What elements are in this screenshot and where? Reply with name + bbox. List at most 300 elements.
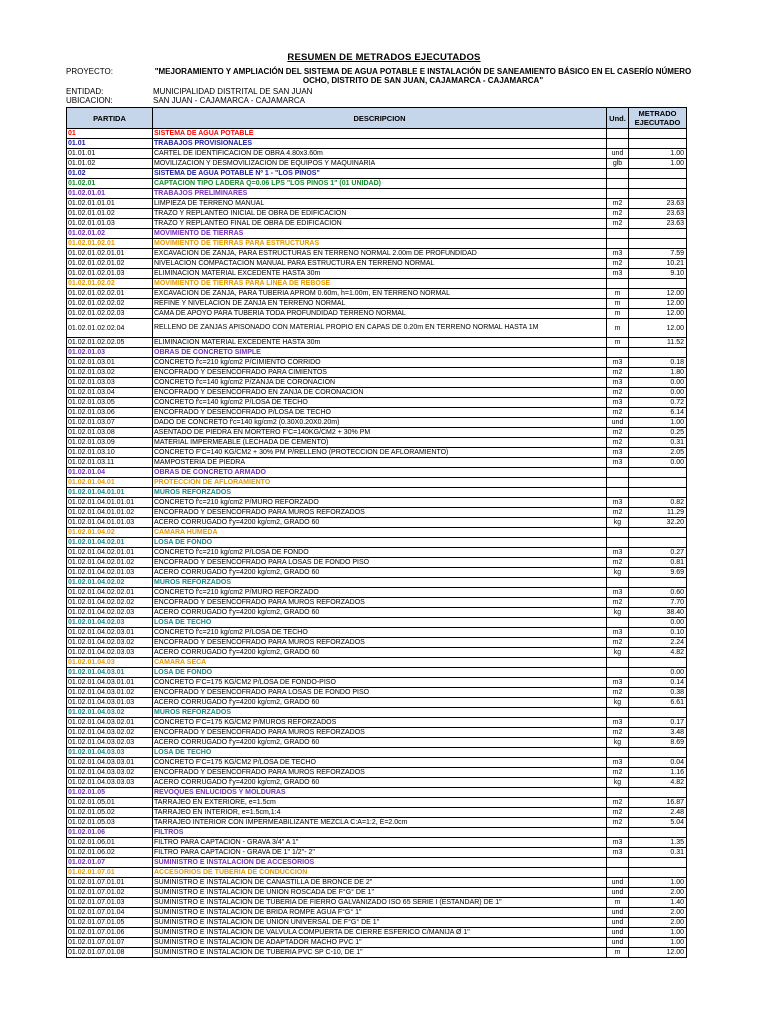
unit-cell: m3 (607, 448, 629, 458)
table-row (67, 608, 687, 618)
descripcion-cell: REVOQUES ENLUCIDOS Y MOLDURAS (153, 788, 607, 798)
partida-cell: 01.02.01.03 (67, 348, 153, 358)
unit-cell: m3 (607, 588, 629, 598)
metrado-cell: 0.00 (629, 378, 687, 388)
partida-cell: 01.02.01.04.02.03.03 (67, 648, 153, 658)
table-row (67, 648, 687, 658)
unit-cell: m2 (607, 408, 629, 418)
descripcion-cell: TARRAJEO EN INTERIOR, e=1.5cm,1:4 (153, 808, 607, 818)
unit-cell: m3 (607, 628, 629, 638)
unit-cell: m3 (607, 378, 629, 388)
partida-cell: 01.02.01.07.01 (67, 868, 153, 878)
descripcion-cell: ACERO CORRUGADO f'y=4200 kg/cm2, GRADO 60 (153, 648, 607, 658)
project-label: PROYECTO: (66, 67, 113, 76)
section-row (67, 578, 687, 588)
table-row (67, 588, 687, 598)
metrado-cell (629, 708, 687, 718)
descripcion-cell: CAMA DE APOYO PARA TUBERIA TODA PROFUNDIDAD TERRENO NORMAL (153, 309, 607, 319)
partida-cell: 01.02.01.04 (67, 468, 153, 478)
unit-cell: m3 (607, 548, 629, 558)
unit-cell: m2 (607, 209, 629, 219)
partida-cell: 01.02.01.04.01.01.02 (67, 508, 153, 518)
descripcion-cell: ENCOFRADO Y DESENCOFRADO PARA CIMIENTOS (153, 368, 607, 378)
unit-cell: m3 (607, 458, 629, 468)
metrado-cell: 4.82 (629, 648, 687, 658)
metrado-cell (629, 538, 687, 548)
partida-cell: 01.02.01.04.01.01.01 (67, 498, 153, 508)
partida-cell: 01.02.01.03.09 (67, 438, 153, 448)
partida-cell: 01.02.01.04.03.01.01 (67, 678, 153, 688)
metrado-cell: 12.00 (629, 319, 687, 338)
partida-cell: 01.02.01.04.02.01.03 (67, 568, 153, 578)
partida-cell: 01.02.01.06.01 (67, 838, 153, 848)
partida-cell: 01.02.01.03.08 (67, 428, 153, 438)
partida-cell: 01.02.01.07.01.03 (67, 898, 153, 908)
metrado-cell: 0.17 (629, 718, 687, 728)
partida-cell: 01.02.01.04.02 (67, 528, 153, 538)
partida-cell: 01.02.01.04.03.02 (67, 708, 153, 718)
unit-cell: kg (607, 648, 629, 658)
metrado-cell: 2.00 (629, 918, 687, 928)
table-row (67, 319, 687, 338)
unit-cell: m (607, 898, 629, 908)
metrado-cell: 1.00 (629, 159, 687, 169)
project-value: "MEJORAMIENTO Y AMPLIACIÓN DEL SISTEMA DE AGUA POTABLE E INSTALACIÓN DE SANEAMIENTO BÁSICO EN EL CASERÍO NÚMERO OCHO, DISTRITO DE SAN JUAN, CAJAMARCA - CAJAMARCA" (154, 67, 692, 85)
metrado-cell: 2.05 (629, 448, 687, 458)
table-body (67, 129, 687, 958)
partida-cell: 01.02.01.04.02.03.01 (67, 628, 153, 638)
descripcion-cell: CONCRETO f'c=140 kg/cm2 P/ZANJA DE CORONACION (153, 378, 607, 388)
table-row (67, 249, 687, 259)
descripcion-cell: MOVIMIENTO DE TIERRAS PARA LINEA DE REBOSE (153, 279, 607, 289)
descripcion-cell: CARTEL DE IDENTIFICACION DE OBRA 4.80x3.60m (153, 149, 607, 159)
descripcion-cell: EXCAVACION DE ZANJA, PARA ESTRUCTURAS EN TERRENO NORMAL 2.00m DE PROFUNDIDAD (153, 249, 607, 259)
unit-cell (607, 828, 629, 838)
descripcion-cell: CONCRETO f'c=210 kg/cm2 P/MURO REFORZADO (153, 588, 607, 598)
partida-cell: 01.02.01.02.02 (67, 279, 153, 289)
section-row (67, 538, 687, 548)
metrado-cell (629, 658, 687, 668)
table-header-row (67, 108, 687, 129)
section-row (67, 169, 687, 179)
partida-cell: 01.02.01.03.06 (67, 408, 153, 418)
partida-cell: 01.02.01.04.02.03.02 (67, 638, 153, 648)
metrado-cell (629, 578, 687, 588)
unit-cell (607, 618, 629, 628)
partida-cell: 01 (67, 129, 153, 139)
unit-cell (607, 279, 629, 289)
unit-cell: und (607, 918, 629, 928)
descripcion-cell: CAPTACION TIPO LADERA Q=0.06 LPS "LOS PINOS 1" (01 UNIDAD) (153, 179, 607, 189)
metrado-cell: 0.27 (629, 548, 687, 558)
table-row (67, 498, 687, 508)
unit-cell: m2 (607, 219, 629, 229)
table-row (67, 448, 687, 458)
table-row (67, 269, 687, 279)
table-row (67, 688, 687, 698)
descripcion-cell: CONCRETO F'C=140 KG/CM2 + 30% PM P/RELLENO (PROTECCION DE AFLORAMIENTO) (153, 448, 607, 458)
metrado-cell: 1.40 (629, 898, 687, 908)
unit-cell (607, 348, 629, 358)
table-row (67, 299, 687, 309)
partida-cell: 01.02.01.02.02.02 (67, 299, 153, 309)
metrados-table-wrapper (66, 107, 686, 958)
metrado-cell: 6.61 (629, 698, 687, 708)
partida-cell: 01.02.01.07.01.01 (67, 878, 153, 888)
partida-cell: 01.02.01.02.02.03 (67, 309, 153, 319)
metrado-cell: 0.72 (629, 398, 687, 408)
partida-cell: 01.02.01 (67, 179, 153, 189)
metrado-cell: 0.38 (629, 688, 687, 698)
table-row (67, 219, 687, 229)
metrado-cell: 12.00 (629, 309, 687, 319)
partida-cell: 01.01.02 (67, 159, 153, 169)
unit-cell (607, 708, 629, 718)
metrado-cell (629, 239, 687, 249)
descripcion-cell: SUMINISTRO E INSTALACION DE ADAPTADOR MACHO PVC 1" (153, 938, 607, 948)
metrado-cell: 6.14 (629, 408, 687, 418)
table-row (67, 758, 687, 768)
table-row (67, 898, 687, 908)
table-row (67, 938, 687, 948)
partida-cell: 01.02.01.04.03.02.03 (67, 738, 153, 748)
table-row (67, 428, 687, 438)
descripcion-cell: SUMINISTRO E INSTALACION DE ACCESORIOS (153, 858, 607, 868)
descripcion-cell: TRABAJOS PROVISIONALES (153, 139, 607, 149)
metrado-cell (629, 229, 687, 239)
unit-cell: m3 (607, 838, 629, 848)
unit-cell: m2 (607, 818, 629, 828)
unit-cell: und (607, 878, 629, 888)
metrado-cell: 12.00 (629, 948, 687, 958)
descripcion-cell: TARRAJEO INTERIOR CON IMPERMEABILIZANTE MEZCLA C:A=1:2, E=2.0cm (153, 818, 607, 828)
unit-cell: m3 (607, 758, 629, 768)
partida-cell: 01.02.01.01.03 (67, 219, 153, 229)
metrado-cell: 32.20 (629, 518, 687, 528)
partida-cell: 01.02.01.04.02.02.03 (67, 608, 153, 618)
metrado-cell: 1.80 (629, 368, 687, 378)
partida-cell: 01.02.01.02.02.01 (67, 289, 153, 299)
unit-cell: m2 (607, 598, 629, 608)
table-row (67, 518, 687, 528)
unit-cell (607, 139, 629, 149)
partida-cell: 01.02.01.04.02.01 (67, 538, 153, 548)
table-row (67, 948, 687, 958)
partida-cell: 01.01 (67, 139, 153, 149)
descripcion-cell: ACERO CORRUGADO f'y=4200 kg/cm2, GRADO 60 (153, 698, 607, 708)
descripcion-cell: OBRAS DE CONCRETO ARMADO (153, 468, 607, 478)
unit-cell: m2 (607, 259, 629, 269)
unit-cell: m3 (607, 718, 629, 728)
descripcion-cell: REFINE Y NIVELACION DE ZANJA EN TERRENO NORMAL (153, 299, 607, 309)
descripcion-cell: ELIMINACION MATERIAL EXCEDENTE HASTA 30m (153, 338, 607, 348)
entidad-value: MUNICIPALIDAD DISTRITAL DE SAN JUAN (153, 87, 313, 96)
unit-cell (607, 788, 629, 798)
partida-cell: 01.02.01.04.03.03.01 (67, 758, 153, 768)
descripcion-cell: CONCRETO f'c=210 kg/cm2 P/CIMIENTO CORRIDO (153, 358, 607, 368)
unit-cell (607, 538, 629, 548)
unit-cell: m2 (607, 728, 629, 738)
partida-cell: 01.02 (67, 169, 153, 179)
unit-cell: m3 (607, 848, 629, 858)
unit-cell: m (607, 319, 629, 338)
unit-cell (607, 578, 629, 588)
unit-cell (607, 858, 629, 868)
section-row (67, 478, 687, 488)
unit-cell: m2 (607, 688, 629, 698)
table-row (67, 458, 687, 468)
partida-cell: 01.02.01.04.02.03 (67, 618, 153, 628)
descripcion-cell: MOVIMIENTO DE TIERRAS PARA ESTRUCTURAS (153, 239, 607, 249)
unit-cell: und (607, 149, 629, 159)
partida-cell: 01.02.01.05.01 (67, 798, 153, 808)
metrado-cell (629, 488, 687, 498)
metrado-cell: 0.14 (629, 678, 687, 688)
metrado-cell: 4.82 (629, 778, 687, 788)
unit-cell: m (607, 299, 629, 309)
unit-cell: m2 (607, 368, 629, 378)
partida-cell: 01.02.01.03.05 (67, 398, 153, 408)
section-row (67, 658, 687, 668)
section-row (67, 279, 687, 289)
partida-cell: 01.02.01.04.02.02.01 (67, 588, 153, 598)
unit-cell: kg (607, 568, 629, 578)
descripcion-cell: MOVIMIENTO DE TIERRAS (153, 229, 607, 239)
table-row (67, 718, 687, 728)
table-row (67, 778, 687, 788)
unit-cell: kg (607, 738, 629, 748)
unit-cell: m (607, 338, 629, 348)
metrado-cell: 0.04 (629, 758, 687, 768)
partida-cell: 01.02.01.07.01.06 (67, 928, 153, 938)
partida-cell: 01.02.01.04.03.01.03 (67, 698, 153, 708)
partida-cell: 01.02.01.03.10 (67, 448, 153, 458)
partida-cell: 01.02.01.04.03.01.02 (67, 688, 153, 698)
partida-cell: 01.02.01.07.01.02 (67, 888, 153, 898)
metrado-cell: 23.63 (629, 219, 687, 229)
unit-cell (607, 169, 629, 179)
metrado-cell: 1.35 (629, 838, 687, 848)
descripcion-cell: PROTECCION DE AFLORAMIENTO (153, 478, 607, 488)
descripcion-cell: TRAZO Y REPLANTEO FINAL DE OBRA DE EDIFICACION (153, 219, 607, 229)
metrado-cell: 3.48 (629, 728, 687, 738)
descripcion-cell: SISTEMA DE AGUA POTABLE (153, 129, 607, 139)
unit-cell: m2 (607, 428, 629, 438)
descripcion-cell: TRAZO Y REPLANTEO INICIAL DE OBRA DE EDIFICACION (153, 209, 607, 219)
metrado-cell (629, 189, 687, 199)
table-row (67, 628, 687, 638)
partida-cell: 01.02.01.02.01.03 (67, 269, 153, 279)
document-title: RESUMEN DE METRADOS EJECUTADOS (287, 52, 481, 63)
partida-cell: 01.02.01.02.01.02 (67, 259, 153, 269)
unit-cell: m2 (607, 768, 629, 778)
descripcion-cell: SUMINISTRO E INSTALACION DE VALVULA COMPUERTA DE CIERRE ESFERICO C/MANIJA Ø 1" (153, 928, 607, 938)
descripcion-cell: LOSA DE TECHO (153, 618, 607, 628)
metrado-cell: 2.00 (629, 888, 687, 898)
descripcion-cell: CONCRETO f'c=210 kg/cm2 P/MURO REFORZADO (153, 498, 607, 508)
partida-cell: 01.02.01.04.02.01.02 (67, 558, 153, 568)
unit-cell: m2 (607, 798, 629, 808)
table-row (67, 848, 687, 858)
unit-cell: m3 (607, 678, 629, 688)
metrado-cell: 0.18 (629, 358, 687, 368)
unit-cell (607, 528, 629, 538)
metrado-cell (629, 468, 687, 478)
partida-cell: 01.02.01.04.03.03 (67, 748, 153, 758)
metrado-cell: 1.00 (629, 878, 687, 888)
table-row (67, 259, 687, 269)
unit-cell (607, 129, 629, 139)
metrado-cell: 0.25 (629, 428, 687, 438)
metrado-cell: 1.00 (629, 938, 687, 948)
unit-cell: und (607, 938, 629, 948)
partida-cell: 01.02.01.04.02.02.02 (67, 598, 153, 608)
unit-cell (607, 748, 629, 758)
table-row (67, 338, 687, 348)
partida-cell: 01.02.01.03.03 (67, 378, 153, 388)
metrado-cell: 2.24 (629, 638, 687, 648)
unit-cell: m (607, 948, 629, 958)
unit-cell: m (607, 309, 629, 319)
unit-cell: m3 (607, 398, 629, 408)
metrado-cell: 10.21 (629, 259, 687, 269)
metrado-cell: 0.31 (629, 438, 687, 448)
descripcion-cell: SUMINISTRO E INSTALACION DE UNION UNIVERSAL DE F°G° DE 1" (153, 918, 607, 928)
partida-cell: 01.02.01.06 (67, 828, 153, 838)
metrado-cell: 2.00 (629, 908, 687, 918)
section-row (67, 468, 687, 478)
section-row (67, 229, 687, 239)
metrado-cell: 7.59 (629, 249, 687, 259)
table-row (67, 678, 687, 688)
table-row (67, 568, 687, 578)
metrado-cell: 12.00 (629, 299, 687, 309)
table-row (67, 888, 687, 898)
table-row (67, 638, 687, 648)
descripcion-cell: FILTRO PARA CAPTACION - GRAVA DE 1" 1/2"- 2" (153, 848, 607, 858)
table-row (67, 358, 687, 368)
unit-cell (607, 239, 629, 249)
table-row (67, 818, 687, 828)
descripcion-cell: CONCRETO F'C=175 KG/CM2 P/MUROS REFORZADOS (153, 718, 607, 728)
descripcion-cell: CONCRETO F'C=175 KG/CM2 P/LOSA DE FONDO-PISO (153, 678, 607, 688)
unit-cell: und (607, 418, 629, 428)
descripcion-cell: CAMARA SECA (153, 658, 607, 668)
partida-cell: 01.02.01.03.07 (67, 418, 153, 428)
table-row (67, 289, 687, 299)
section-row (67, 858, 687, 868)
unit-cell: und (607, 928, 629, 938)
table-row (67, 398, 687, 408)
unit-cell: und (607, 908, 629, 918)
metrado-cell: 11.52 (629, 338, 687, 348)
descripcion-cell: ENCOFRADO Y DESENCOFRADO PARA MUROS REFORZADOS (153, 598, 607, 608)
descripcion-cell: SUMINISTRO E INSTALACION DE TUBERIA PVC SP C-10, DE 1" (153, 948, 607, 958)
partida-cell: 01.02.01.03.01 (67, 358, 153, 368)
unit-cell: m3 (607, 498, 629, 508)
unit-cell: und (607, 888, 629, 898)
descripcion-cell: ASENTADO DE PIEDRA EN MORTERO F'C=140KG/CM2 + 30% PM (153, 428, 607, 438)
metrado-cell: 5.04 (629, 818, 687, 828)
metrado-cell: 38.40 (629, 608, 687, 618)
metrado-cell: 12.00 (629, 289, 687, 299)
table-row (67, 878, 687, 888)
unit-cell: m2 (607, 808, 629, 818)
partida-cell: 01.02.01.02.02.04 (67, 319, 153, 338)
section-row (67, 239, 687, 249)
partida-cell: 01.02.01.02.01 (67, 239, 153, 249)
unit-cell (607, 488, 629, 498)
partida-cell: 01.02.01.04.02.01.01 (67, 548, 153, 558)
metrado-cell: 1.16 (629, 768, 687, 778)
descripcion-cell: CAMARA HUMEDA (153, 528, 607, 538)
descripcion-cell: ACCESORIOS DE TUBERIA DE CONDUCCION (153, 868, 607, 878)
unit-cell: glb (607, 159, 629, 169)
partida-cell: 01.02.01.04.01.01.03 (67, 518, 153, 528)
table-row (67, 728, 687, 738)
partida-cell: 01.02.01.02.01.01 (67, 249, 153, 259)
header-metrado: METRADO EJECUTADO (629, 108, 687, 129)
table-row (67, 698, 687, 708)
partida-cell: 01.02.01.04.03 (67, 658, 153, 668)
table-row (67, 928, 687, 938)
section-row (67, 139, 687, 149)
partida-cell: 01.02.01.02 (67, 229, 153, 239)
descripcion-cell: ACERO CORRUGADO f'y=4200 kg/cm2, GRADO 60 (153, 568, 607, 578)
descripcion-cell: ENCOFRADO Y DESENCOFRADO PARA MUROS REFORZADOS (153, 768, 607, 778)
unit-cell (607, 179, 629, 189)
metrado-cell (629, 788, 687, 798)
section-row (67, 868, 687, 878)
partida-cell: 01.02.01.05.02 (67, 808, 153, 818)
descripcion-cell: SUMINISTRO E INSTALACION DE TUBERIA DE FIERRO GALVANIZADO ISO 65 SERIE I (ESTANDAR) DE 1" (153, 898, 607, 908)
metrado-cell (629, 868, 687, 878)
descripcion-cell: ENCOFRADO Y DESENCOFRADO P/LOSA DE TECHO (153, 408, 607, 418)
unit-cell: m3 (607, 358, 629, 368)
descripcion-cell: MATERIAL IMPERMEABLE (LECHADA DE CEMENTO) (153, 438, 607, 448)
metrado-cell: 23.63 (629, 209, 687, 219)
unit-cell: m2 (607, 638, 629, 648)
unit-cell (607, 868, 629, 878)
section-row (67, 708, 687, 718)
partida-cell: 01.02.01.04.01 (67, 478, 153, 488)
metrado-cell: 8.69 (629, 738, 687, 748)
section-row (67, 618, 687, 628)
metrado-cell: 1.00 (629, 418, 687, 428)
table-row (67, 838, 687, 848)
table-row (67, 598, 687, 608)
metrado-cell: 0.31 (629, 848, 687, 858)
partida-cell: 01.02.01.07.01.07 (67, 938, 153, 948)
table-row (67, 378, 687, 388)
table-row (67, 368, 687, 378)
metrado-cell: 0.82 (629, 498, 687, 508)
descripcion-cell: OBRAS DE CONCRETO SIMPLE (153, 348, 607, 358)
header-descripcion: DESCRIPCION (153, 108, 607, 129)
descripcion-cell: ACERO CORRUGADO f'y=4200 kg/cm2, GRADO 60 (153, 608, 607, 618)
unit-cell (607, 668, 629, 678)
partida-cell: 01.02.01.04.03.02.02 (67, 728, 153, 738)
descripcion-cell: ENCOFRADO Y DESENCOFRADO PARA LOSAS DE FONDO PISO (153, 558, 607, 568)
table-row (67, 918, 687, 928)
unit-cell (607, 229, 629, 239)
table-row (67, 418, 687, 428)
descripcion-cell: MUROS REFORZADOS (153, 708, 607, 718)
section-row (67, 668, 687, 678)
header-und: Und. (607, 108, 629, 129)
section-row (67, 828, 687, 838)
table-row (67, 149, 687, 159)
